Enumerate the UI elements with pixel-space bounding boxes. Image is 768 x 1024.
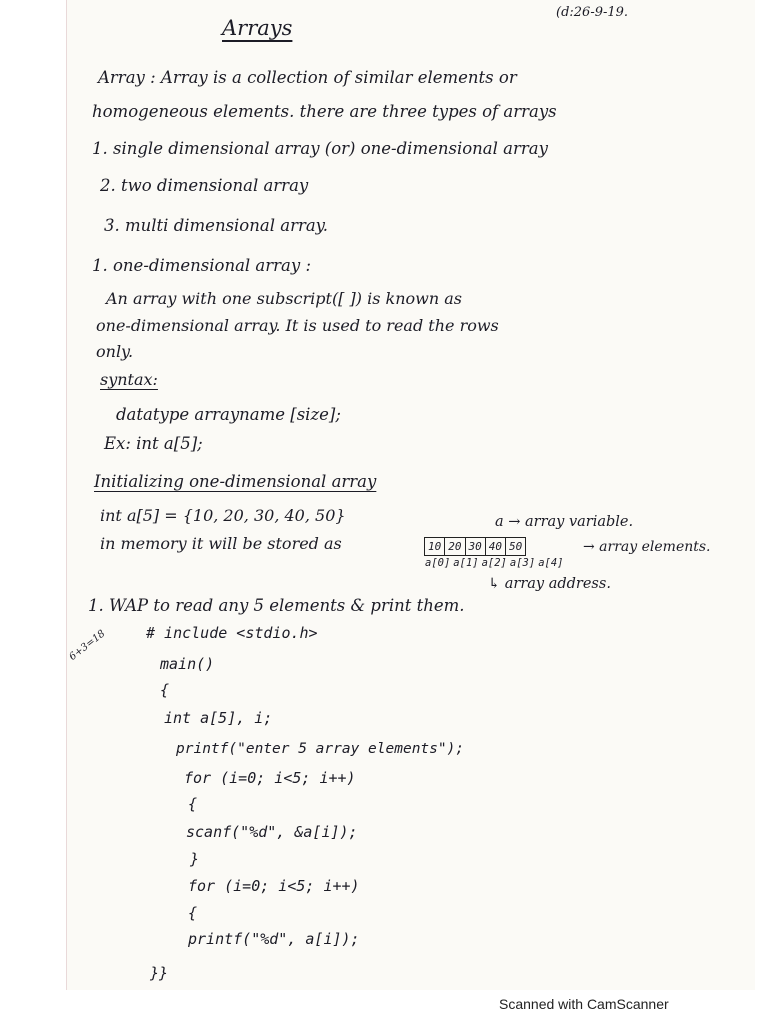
memory-cell: 10 [425,538,445,555]
code-line: for (i=0; i<5; i++) [184,769,356,787]
code-line: int a[5], i; [164,709,273,727]
index-label: a[0] [425,557,451,569]
array-type-3: 3. multi dimensional array. [104,216,329,235]
memory-cells [424,537,526,556]
memory-cell: 20 [445,538,465,555]
program-heading: 1. WAP to read any 5 elements & print them. [88,596,465,615]
memory-indices [425,557,563,569]
memory-cell: 30 [466,538,486,555]
date-note: (d:26-9-19. [556,5,629,20]
one-dim-desc-2: one-dimensional array. It is used to read the rows [96,316,499,335]
array-type-1: 1. single dimensional array (or) one-dimensional array [92,139,548,158]
index-label: a[1] [453,557,479,569]
init-declaration: int a[5] = {10, 20, 30, 40, 50} [100,506,346,525]
syntax-example: Ex: int a[5]; [104,434,203,453]
memory-cell: 50 [509,540,523,553]
index-label: a[3] [509,557,536,569]
intro-line-1: Array : Array is a collection of similar elements or [98,68,517,87]
code-line: printf("%d", a[i]); [188,930,360,948]
code-line: }} [150,964,169,982]
array-elements-label: → array elements. [583,539,711,555]
code-line: } [190,850,200,868]
page-title: Arrays [222,16,293,40]
array-type-2: 2. two dimensional array [100,176,309,195]
page-margin-line [66,0,67,990]
code-line: { [160,681,170,699]
index-label: a[2] [481,557,507,569]
code-line: printf("enter 5 array elements"); [176,741,465,757]
memory-text: in memory it will be stored as [100,534,342,553]
syntax-label: syntax: [100,370,158,389]
syntax-line: datatype arrayname [size]; [116,405,341,424]
one-dim-desc-1: An array with one subscript([ ]) is known as [106,289,462,308]
code-line: for (i=0; i<5; i++) [188,877,360,895]
code-line: # include <stdio.h> [146,624,318,642]
code-line: scanf("%d", &a[i]); [186,823,358,841]
code-line: { [188,904,198,922]
initializing-heading: Initializing one-dimensional array [94,472,377,491]
one-dim-desc-3: only. [96,342,134,361]
intro-line-2: homogeneous elements. there are three types of arrays [92,102,557,121]
array-address-label: ↳ array address. [488,576,611,592]
one-dim-heading: 1. one-dimensional array : [92,256,312,275]
scanner-watermark: Scanned with CamScanner [499,996,669,1012]
margin-note: 6+3=18 [67,628,108,663]
code-line: main() [160,655,215,673]
code-line: { [188,795,198,813]
index-label: a[4] [538,557,564,569]
memory-cell: 40 [486,538,506,555]
array-variable-label: a → array variable. [495,514,634,530]
